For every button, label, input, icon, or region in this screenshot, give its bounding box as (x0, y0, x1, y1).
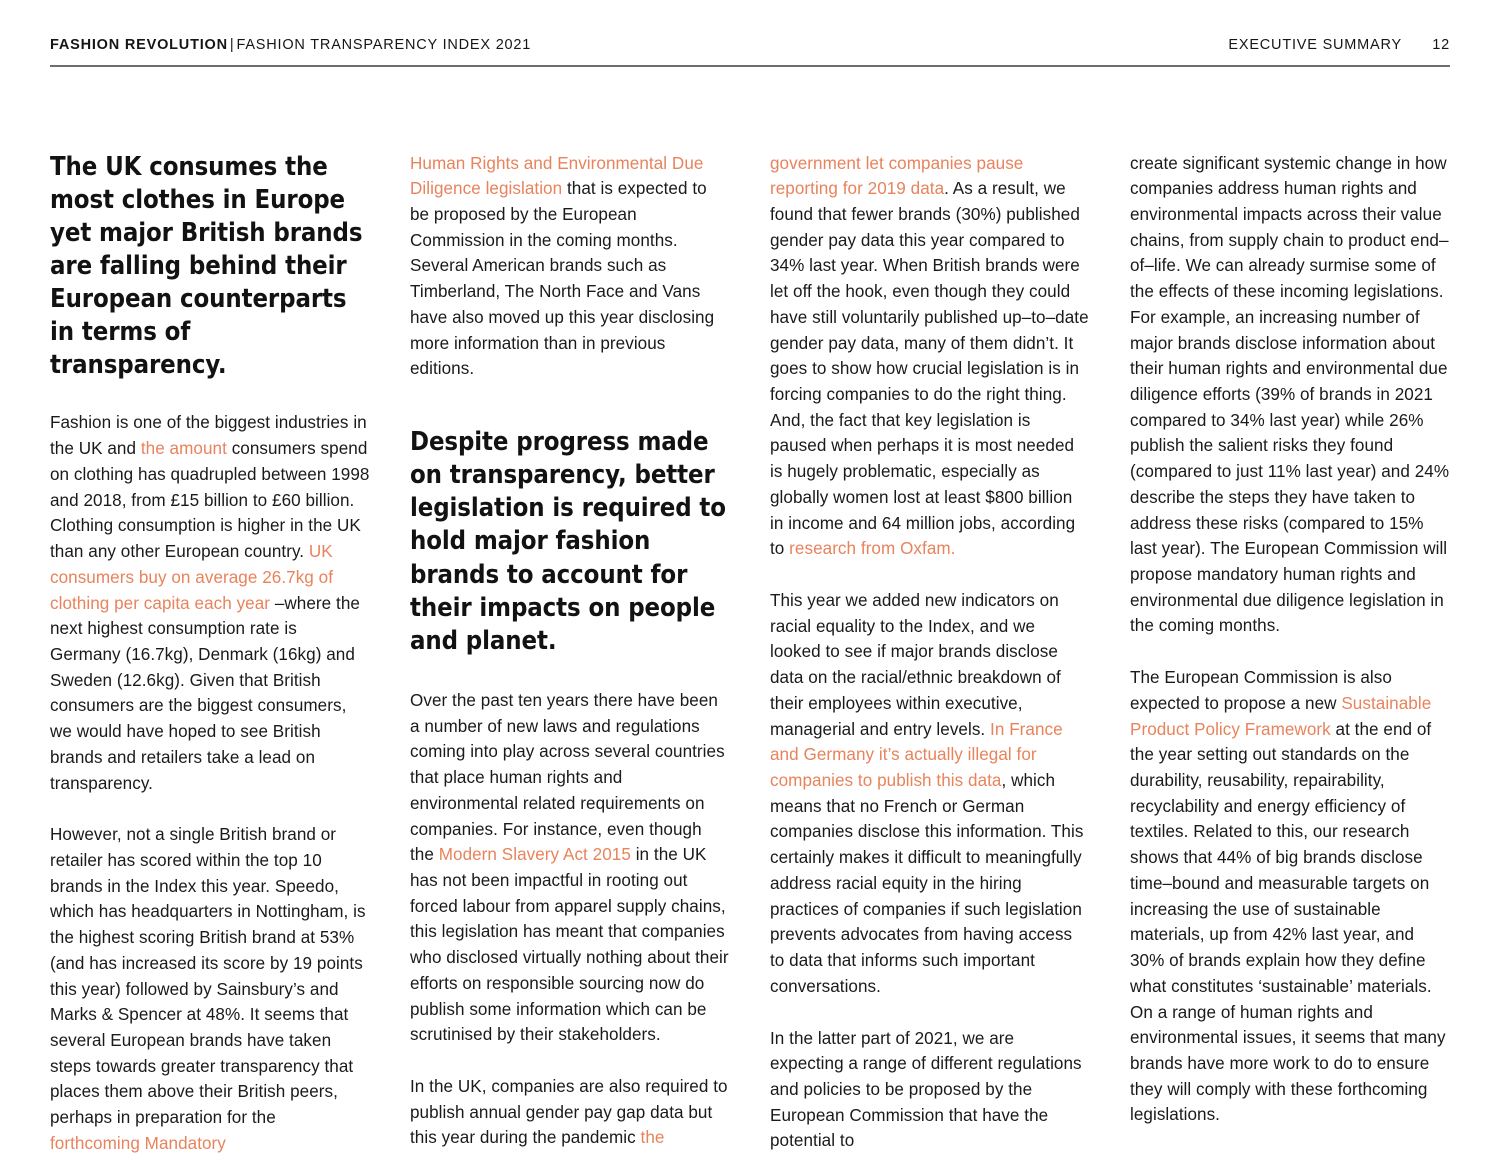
body-text-run: –where the next highest consumption rate is Germany (16.7kg), Denmark (16kg) and Sweden (12.6kg). Given that British consumers are the biggest consumers, we would have hoped to see British brands and retailers take a lead on transparency. (50, 593, 360, 793)
body-text-run: However, not a single British brand or retailer has scored within the top 10 brands in the Index this year. Speedo, which has headquarters in Nottingham, is the highest scoring British brand at 53% (and has increased its score by 19 points this year) followed by Sainsbury’s and Marks & Spencer at 48%. It seems that several European brands have taken steps towards greater transparency that places them above their British peers, perhaps in preparation for the (50, 825, 366, 1128)
body-text-run: This year we added new indicators on racial equality to the Index, and we looked to see if major brands disclose data on the racial/ethnic breakdown of their employees within executive, managerial and entry levels. (770, 591, 1061, 739)
column-4 (1130, 151, 1450, 1129)
accent-link-text[interactable]: In France and Germany it’s actually illegal for companies to publish this data (770, 719, 1063, 791)
accent-link-text[interactable]: government let companies pause reporting for 2019 data (770, 153, 1024, 199)
body-text-run: at the end of the year setting out standards on the durability, reusability, repairability, recyclability and energy efficiency of textiles. Related to this, our research shows that 44% of big brands disclose time–bound and measurable targets on increasing the use of sustainable materials, up from 42% last year, and 30% of brands explain how they define what constitutes ‘sustainable’ materials. On a range of human rights and environmental issues, it seems that many brands have more work to do to ensure they will comply with these forthcoming legislations. (1130, 719, 1446, 1125)
body-text-run: in the UK has not been impactful in rooting out forced labour from apparel supply chains, this legislation has meant that companies who disclosed virtually nothing about their efforts on responsible sourcing now do publish some information which can be scrutinised by their stakeholders. (410, 845, 729, 1045)
accent-link-text[interactable]: forthcoming Mandatory (50, 1133, 226, 1153)
body-text-run: that is expected to be proposed by the European Commission in the coming months. Several American brands such as Timberland, The North Face and Vans have also moved up this year disclosing more information than in previous editions. (410, 179, 715, 379)
accent-link-text[interactable]: research from Oxfam. (789, 539, 956, 559)
header-divider-rule (50, 65, 1450, 67)
column-2 (410, 151, 730, 1152)
body-text-run: . As a result, we found that fewer brands (30%) published gender pay data this year compared to 34% last year. When British brands were let off the hook, even though they could have still voluntarily published up–to–date gender pay data, many of them didn’t. It goes to show how crucial legislation is in forcing companies to do the right thing. And, the fact that key legislation is paused when perhaps it is most needed is hugely problematic, especially as globally women lost at least $800 billion in income and 64 million jobs, according to (770, 179, 1089, 559)
accent-link-text[interactable]: the amount (140, 439, 227, 459)
accent-link-text[interactable]: Human Rights and Environmental Due Diligence legislation (410, 153, 704, 199)
section-name: EXECUTIVE SUMMARY (1228, 37, 1402, 53)
body-text-run: The European Commission is also expected to propose a new (1130, 668, 1392, 713)
column-1-heading: The UK consumes the most clothes in Europe yet major British brands are falling behind their European counterparts in terms of transparency. (50, 151, 363, 381)
paragraph-past-ten-years (410, 688, 730, 1048)
column-3 (770, 151, 1090, 1155)
column-1 (50, 151, 370, 1157)
header-left-group (50, 38, 531, 53)
article-columns (50, 151, 1450, 1157)
paragraph-sustainable-product-policy (1130, 665, 1450, 1128)
header-right-group (1228, 38, 1450, 53)
body-text-run: , which means that no French or German companies disclose this information. This certainly makes it difficult to meaningfully address racial equity in the hiring practices of companies if such legislation prevents advocates from having access to data that informs such important conversations. (770, 771, 1084, 996)
page-number: 12 (1432, 37, 1450, 53)
paragraph-no-british-top-ten (50, 822, 370, 1156)
paragraph-racial-equality (770, 588, 1090, 1000)
body-text-run: Over the past ten years there have been a number of new laws and regulations coming into play across several countries that place human rights and environmental related requirements on companies. For instance, even though the (410, 690, 725, 865)
body-text-run: In the UK, companies are also required to publish annual gender pay gap data but this year during the pandemic (410, 1077, 728, 1148)
running-header (50, 38, 1450, 65)
body-text-run: Fashion is one of the biggest industries in the UK and (50, 413, 367, 459)
column-2-heading: Despite progress made on transparency, better legislation is required to hold major fashion brands to account for their impacts on people and planet. (410, 426, 726, 656)
paragraph-gender-pay-continued (770, 151, 1090, 563)
body-text-run: consumers spend on clothing has quadrupled between 1998 and 2018, from £15 billion to £60 billion. Clothing consumption is higher in the UK than any other European country. (50, 439, 370, 562)
header-separator: | (229, 37, 235, 53)
accent-link-text[interactable]: the (640, 1128, 665, 1148)
body-text-run: In the latter part of 2021, we are expecting a range of different regulations and policies to be proposed by the European Commission that have the potential to (770, 1028, 1082, 1151)
paragraph-gender-pay-gap (410, 1074, 730, 1151)
paragraph-fashion-industry (50, 410, 370, 796)
paragraph-latter-part-2021 (770, 1026, 1090, 1155)
accent-link-text[interactable]: Sustainable Product Policy Framework (1130, 693, 1432, 739)
body-text-run: create significant systemic change in how companies address human rights and environmental impacts across their value chains, from supply chain to product end–of–life. We can already surmise some of the effects of these incoming legislations. For example, an increasing number of major brands disclose information about their human rights and environmental due diligence efforts (39% of brands in 2021 compared to 34% last year) while 26% publish the salient risks they found (compared to just 11% last year) and 24% describe the steps they have taken to address these risks (compared to 15% last year). The European Commission will propose mandatory human rights and environmental due diligence legislation in the coming months. (1130, 153, 1450, 636)
accent-link-text[interactable]: Modern Slavery Act 2015 (438, 845, 631, 865)
publisher-name: FASHION REVOLUTION (50, 37, 228, 53)
document-title: FASHION TRANSPARENCY INDEX 2021 (236, 37, 532, 53)
accent-link-text[interactable]: UK consumers buy on average 26.7kg of clothing per capita each year (50, 542, 334, 613)
paragraph-due-diligence-continued (410, 151, 730, 382)
paragraph-systemic-change-continued (1130, 151, 1450, 640)
